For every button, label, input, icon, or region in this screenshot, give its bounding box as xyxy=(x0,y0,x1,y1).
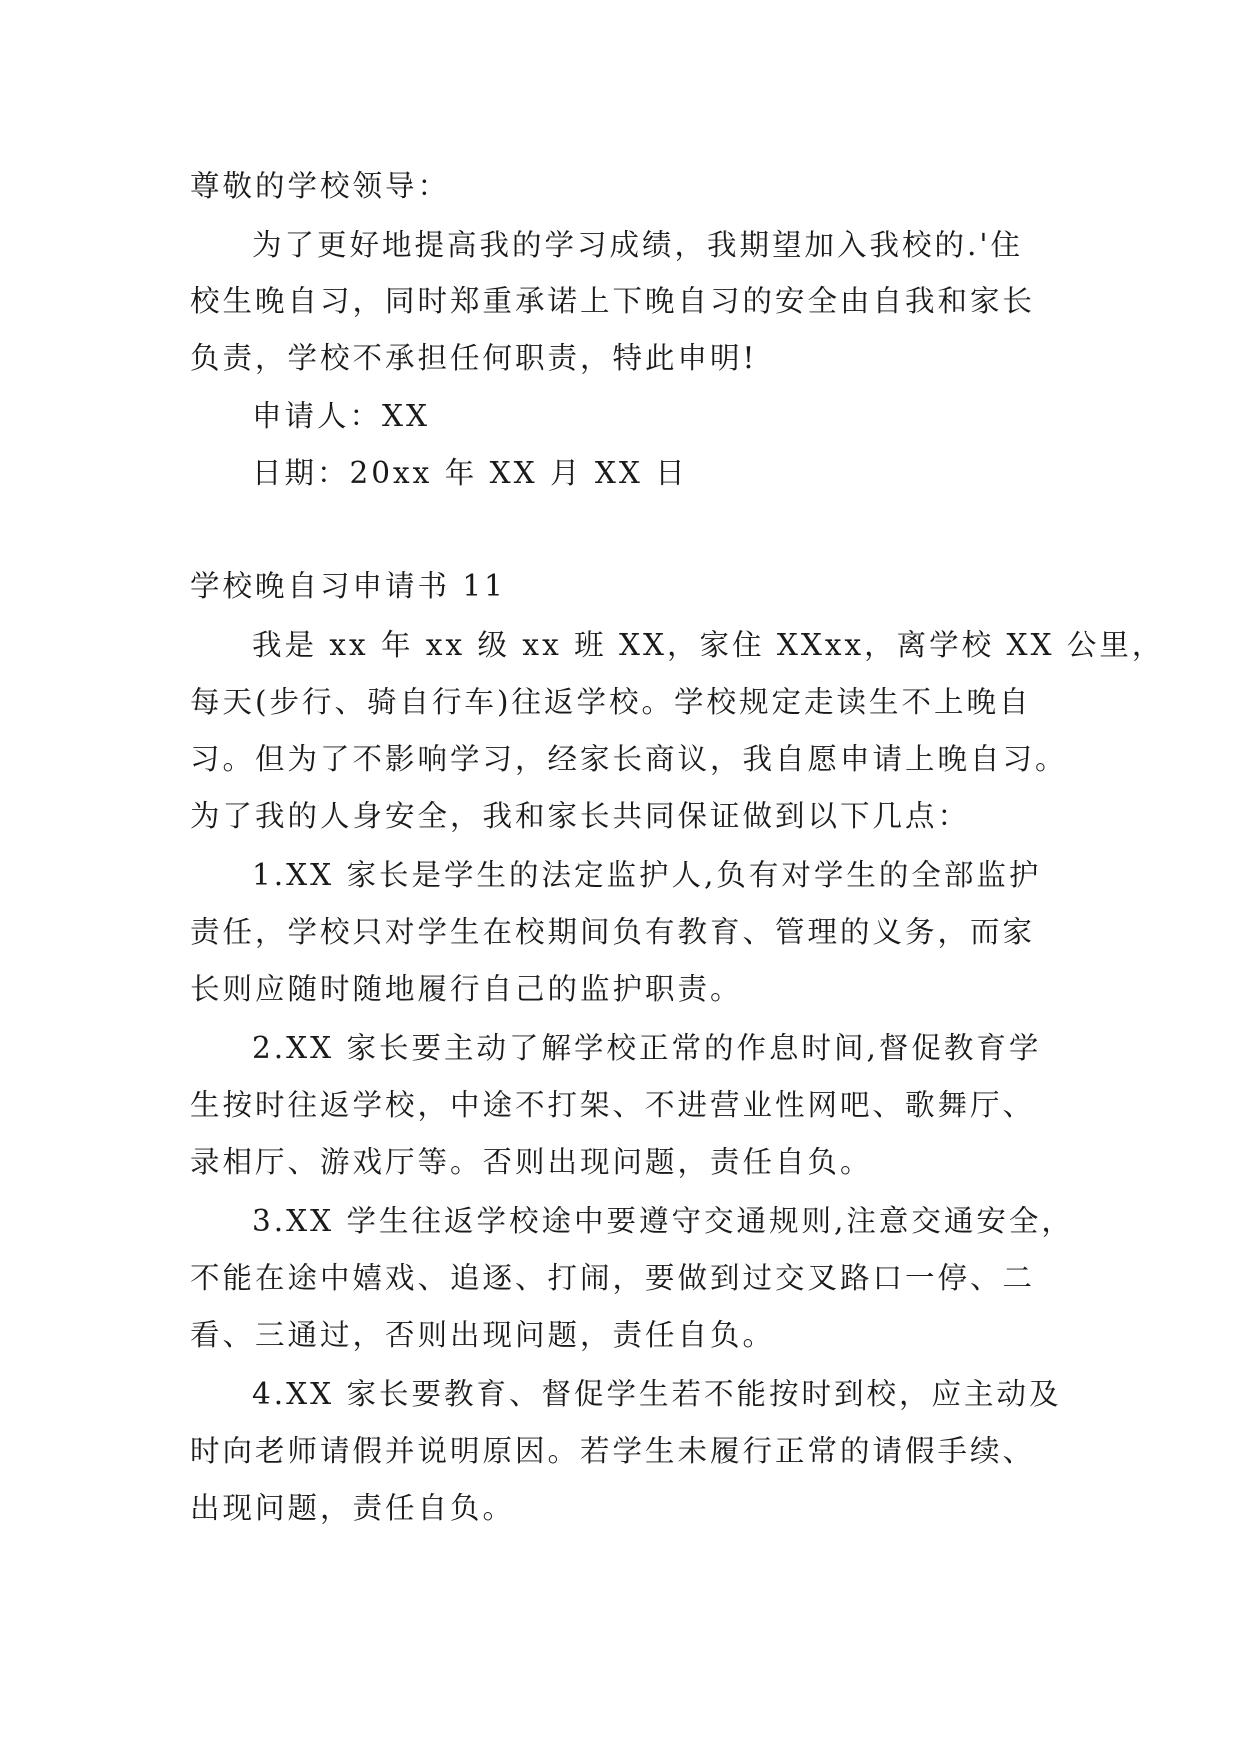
item-4-line: 4.XX 家长要教育、督促学生若不能按时到校，应主动及 xyxy=(252,1377,1062,1411)
item-2-line: 录相厅、游戏厅等。否则出现问题，责任自负。 xyxy=(190,1145,873,1179)
item-2-line: 生按时往返学校，中途不打架、不进营业性网吧、歌舞厅、 xyxy=(190,1088,1036,1122)
applicant-line: 申请人：XX xyxy=(252,399,431,433)
item-3-line: 不能在途中嬉戏、追逐、打闹，要做到过交叉路口一停、二 xyxy=(190,1261,1036,1295)
date-line: 日期：20xx 年 XX 月 XX 日 xyxy=(252,456,688,490)
body-line: 为了更好地提高我的学习成绩，我期望加入我校的.'住 xyxy=(252,228,1023,262)
section-title: 学校晚自习申请书 11 xyxy=(190,569,506,603)
intro-line: 为了我的人身安全，我和家长共同保证做到以下几点： xyxy=(190,799,971,833)
item-4-line: 出现问题，责任自负。 xyxy=(190,1491,516,1525)
item-2-line: 2.XX 家长要主动了解学校正常的作息时间,督促教育学 xyxy=(252,1031,1042,1065)
body-line: 负责，学校不承担任何职责，特此申明! xyxy=(190,341,758,375)
body-line: 校生晚自习，同时郑重承诺上下晚自习的安全由自我和家长 xyxy=(190,284,1036,318)
intro-line: 每天(步行、骑自行车)往返学校。学校规定走读生不上晚自 xyxy=(190,685,1032,719)
item-3-line: 看、三通过，否则出现问题，责任自负。 xyxy=(190,1318,776,1352)
intro-line: 习。但为了不影响学习，经家长商议，我自愿申请上晚自习。 xyxy=(190,742,1068,776)
salutation: 尊敬的学校领导： xyxy=(190,169,451,203)
item-4-line: 时向老师请假并说明原因。若学生未履行正常的请假手续、 xyxy=(190,1434,1036,1468)
item-1-line: 责任，学校只对学生在校期间负有教育、管理的义务，而家 xyxy=(190,915,1036,949)
item-3-line: 3.XX 学生往返学校途中要遵守交通规则,注意交通安全， xyxy=(252,1204,1074,1238)
intro-line: 我是 xx 年 xx 级 xx 班 XX，家住 XXxx，离学校 XX 公里， xyxy=(252,628,1165,662)
item-1-line: 1.XX 家长是学生的法定监护人,负有对学生的全部监护 xyxy=(252,858,1042,892)
item-1-line: 长则应随时随地履行自己的监护职责。 xyxy=(190,972,743,1006)
